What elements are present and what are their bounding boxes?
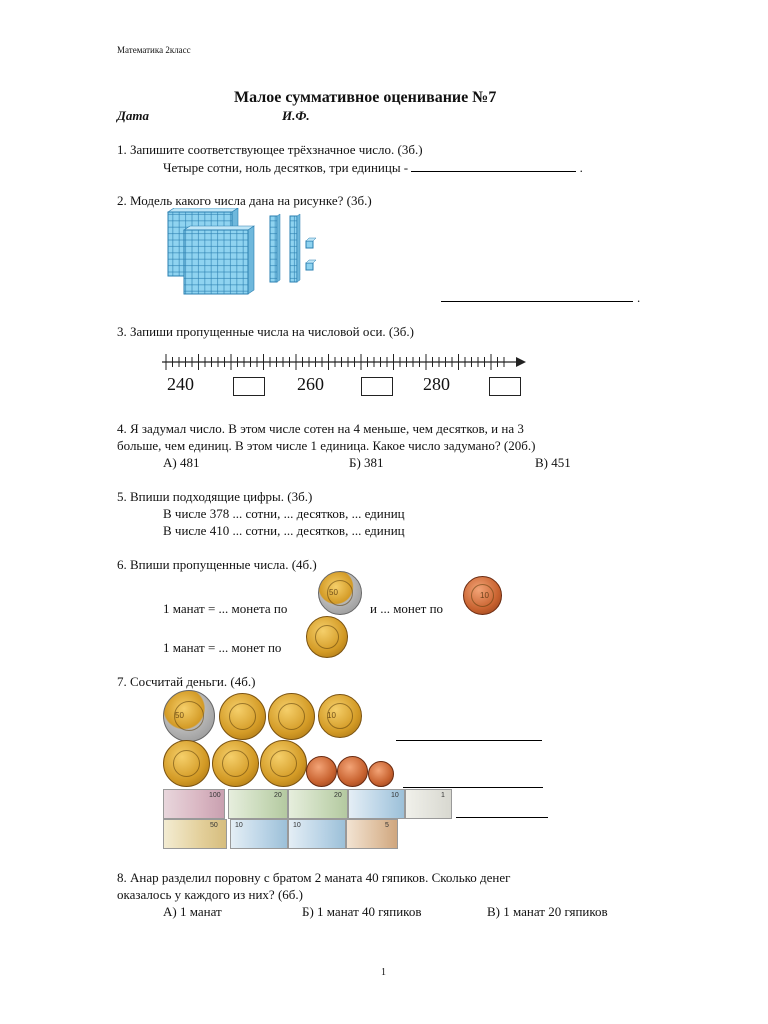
- banknote-1-manat-icon: [405, 789, 452, 819]
- banknote-value: 50: [210, 822, 218, 829]
- coin-inner-ring: [222, 750, 249, 777]
- question-5-text: 5. Впиши подходящие цифры. (3б.): [117, 489, 313, 504]
- question-1-line: [163, 159, 583, 176]
- question-8-line-1: 8. Анар разделил поровну с братом 2 маната 40 гяпиков. Сколько денег: [117, 870, 511, 885]
- question-4-option-a[interactable]: А) 481: [163, 455, 200, 470]
- subject-header: Математика 2класс: [117, 45, 191, 55]
- banknote-20-manat-icon: [228, 789, 288, 819]
- question-8-option-a[interactable]: А) 1 манат: [163, 904, 222, 919]
- coin-5-gapik-icon: [337, 756, 368, 787]
- number-label-280: 280: [423, 374, 450, 394]
- question-4-line-1: 4. Я задумал число. В этом числе сотен на 4 меньше, чем десятков, и на 3: [117, 421, 524, 436]
- missing-number-box-3[interactable]: [489, 377, 521, 396]
- question-3-text: 3. Запиши пропущенные числа на числовой оси. (3б.): [117, 324, 414, 339]
- question-5-line-2: В числе 410 ... сотни, ... десятков, ... единиц: [163, 523, 405, 538]
- banknote-value: 1: [441, 792, 445, 799]
- banknote-value: 10: [293, 822, 301, 829]
- unit-cube-1: [306, 238, 316, 248]
- hundred-flat-2: [184, 226, 254, 294]
- page-number: 1: [381, 967, 386, 978]
- ten-rod-1: [270, 214, 280, 282]
- banknote-value: 10: [391, 792, 399, 799]
- coin-10-gapik-icon: [318, 694, 362, 738]
- banknote-value: 20: [334, 792, 342, 799]
- question-6-line-1b: и ... монет по: [370, 601, 444, 616]
- coin-20-gapik-icon: [268, 693, 315, 740]
- banknote-10-manat-icon: [230, 819, 288, 849]
- question-7-answer-line-3[interactable]: [456, 817, 548, 818]
- number-label-260: 260: [297, 374, 324, 394]
- question-1-end: .: [579, 160, 583, 175]
- coin-inner-ring: [315, 625, 339, 649]
- question-2-end: .: [637, 290, 641, 305]
- question-4-option-b[interactable]: Б) 381: [349, 455, 384, 470]
- banknote-100-manat-icon: [163, 789, 225, 819]
- coin-value: 50: [175, 711, 184, 720]
- question-4-option-c[interactable]: В) 451: [535, 455, 571, 470]
- question-6-text: 6. Впиши пропущенные числа. (4б.): [117, 557, 317, 572]
- banknote-value: 20: [274, 792, 282, 799]
- banknote-50-manat-icon: [163, 819, 227, 849]
- number-line: [160, 350, 530, 375]
- banknote-20-manat-icon: [288, 789, 348, 819]
- coin-50-gapik-icon: [163, 690, 215, 742]
- number-label-240: 240: [167, 374, 194, 394]
- coin-inner-ring: [229, 703, 256, 730]
- question-6-line-2: 1 манат = ... монет по: [163, 640, 282, 655]
- ten-rod-2: [290, 214, 300, 282]
- coin-inner-ring: [278, 703, 305, 730]
- missing-number-box-2[interactable]: [361, 377, 393, 396]
- banknote-value: 100: [209, 792, 221, 799]
- coin-3-gapik-icon: [368, 761, 394, 787]
- coin-20-gapik-icon: [260, 740, 307, 787]
- coin-10-gapik-icon: [463, 576, 502, 615]
- base-ten-blocks-model: [160, 208, 330, 303]
- question-1-prompt: Четыре сотни, ноль десятков, три единицы -: [163, 160, 409, 175]
- banknote-10-manat-icon: [288, 819, 346, 849]
- coin-inner-ring: [270, 750, 297, 777]
- banknote-value: 5: [385, 822, 389, 829]
- banknote-10-manat-icon: [348, 789, 405, 819]
- coin-20-gapik-icon: [219, 693, 266, 740]
- question-2-text: 2. Модель какого числа дана на рисунке? (3б.): [117, 193, 372, 208]
- question-6-line-1a: 1 манат = ... монета по: [163, 601, 288, 616]
- unit-cube-2: [306, 260, 316, 270]
- coin-20-gapik-icon: [212, 740, 259, 787]
- question-8-line-2: оказалось у каждого из них? (6б.): [117, 887, 303, 902]
- coin-20-gapik-icon: [163, 740, 210, 787]
- question-7-answer-line-2[interactable]: [403, 787, 543, 788]
- coin-value: 10: [327, 711, 336, 720]
- question-2-answer-line[interactable]: [441, 301, 633, 302]
- coin-50-gapik-icon: [318, 571, 362, 615]
- question-8-option-c[interactable]: В) 1 манат 20 гяпиков: [487, 904, 608, 919]
- question-5-line-1: В числе 378 ... сотни, ... десятков, ... единиц: [163, 506, 405, 521]
- question-8-option-b[interactable]: Б) 1 манат 40 гяпиков: [302, 904, 422, 919]
- question-7-answer-line-1[interactable]: [396, 740, 542, 741]
- coin-5-gapik-icon: [306, 756, 337, 787]
- question-4-line-2: больше, чем единиц. В этом числе 1 единица. Какое число задумано? (20б.): [117, 438, 536, 453]
- banknote-value: 10: [235, 822, 243, 829]
- missing-number-box-1[interactable]: [233, 377, 265, 396]
- page-title: Малое суммативное оценивание №7: [234, 89, 497, 106]
- coin-inner-ring: [173, 750, 200, 777]
- question-1-text: 1. Запишите соответствующее трёхзначное число. (3б.): [117, 142, 423, 157]
- question-7-text: 7. Сосчитай деньги. (4б.): [117, 674, 256, 689]
- question-1-answer-blank[interactable]: [411, 159, 576, 172]
- coin-value: 10: [480, 591, 489, 600]
- name-label: И.Ф.: [282, 108, 310, 123]
- banknote-5-manat-icon: [346, 819, 398, 849]
- coin-20-gapik-icon: [306, 616, 348, 658]
- date-label: Дата: [117, 108, 149, 123]
- coin-value: 50: [329, 588, 338, 597]
